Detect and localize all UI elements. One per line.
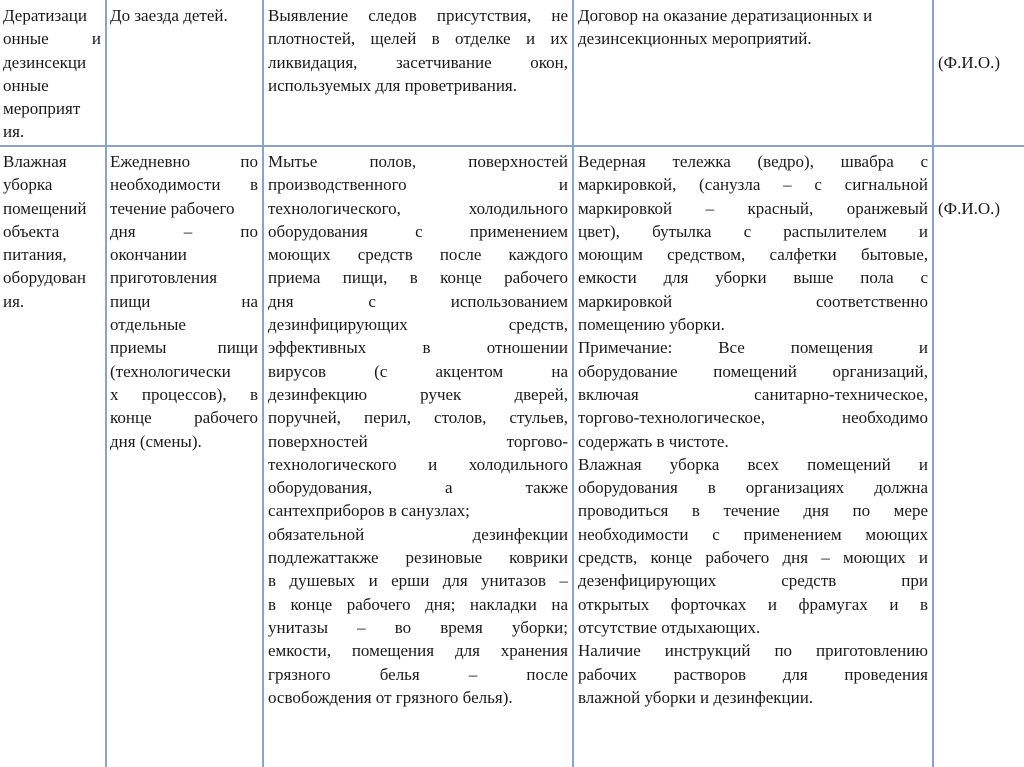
cell-line: конце рабочего	[110, 408, 258, 428]
row1-equipment-cell	[578, 4, 928, 51]
cell-line: емкости для уборки выше пола с	[578, 268, 928, 288]
cell-line: х процессов), в	[110, 384, 258, 404]
cell-line: влажной уборки и дезинфекции.	[578, 687, 814, 707]
cell-line: помещений	[3, 198, 87, 218]
cell-line: оборудование помещений организаций,	[578, 361, 928, 381]
cell-line: Влажная уборка всех помещений и	[578, 454, 928, 474]
cell-line: дезенфицирующих средств при	[578, 571, 928, 591]
cell-line: Договор на оказание дератизационных и	[578, 6, 873, 25]
cell-line: окончании	[110, 245, 187, 265]
cell-line: поверхностей торгово-	[268, 431, 568, 451]
cell-line: рабочих растворов для проведения	[578, 664, 928, 684]
cell-line: Дератизаци	[3, 6, 87, 25]
row2-time-cell	[110, 150, 258, 453]
cell-line: в конце рабочего дня; накладки на	[268, 594, 568, 614]
cell-line: маркировкой, (санузла – с сигнальной	[578, 175, 928, 195]
cell-line: Влажная	[3, 152, 67, 171]
cell-line: До заезда детей.	[110, 6, 228, 25]
cell-line: необходимости в	[110, 175, 258, 195]
cell-line: приемы пищи	[110, 338, 258, 358]
cell-line: маркировкой – красный, оранжевый	[578, 198, 928, 218]
row2-equipment-cell	[578, 150, 928, 709]
cell-line: торгово-технологическое, необходимо	[578, 408, 928, 428]
cell-line: дезинфицирующих средств,	[268, 315, 568, 335]
row1-type-cell	[3, 4, 101, 144]
cell-line: эффективных в отношении	[268, 338, 568, 358]
cell-line: Примечание: Все помещения и	[578, 338, 928, 358]
cell-line: поручней, перил, столов, стульев,	[268, 408, 568, 428]
cell-line: течение рабочего	[110, 198, 235, 218]
cell-line: мероприят	[3, 99, 81, 119]
cell-line: моющим средством, салфетки бытовые,	[578, 245, 928, 265]
cell-line: в душевых и ерши для унитазов –	[268, 571, 568, 591]
cell-line: включая санитарно-техническое,	[578, 384, 928, 404]
cell-line: производственного и	[268, 175, 568, 195]
cell-line: дезинсекци	[3, 52, 87, 72]
cell-line: дня (смены).	[110, 431, 202, 451]
cell-line: Ведерная тележка (ведро), швабра с	[578, 152, 928, 171]
cell-line: дезинфекцию ручек дверей,	[268, 384, 568, 404]
cell-line: используемых для проветривания.	[268, 75, 517, 95]
cell-line: средств, конце рабочего дня – моющих и	[578, 548, 928, 568]
row1-responsible-cell	[938, 51, 1016, 74]
cell-line: онные	[3, 75, 49, 95]
cell-line: содержать в чистоте.	[578, 431, 729, 451]
cell-line: открытых форточках и фрамугах и в	[578, 594, 928, 614]
responsible-name: (Ф.И.О.)	[938, 199, 1001, 218]
row-divider	[0, 145, 1024, 147]
cell-line: ия.	[3, 122, 25, 142]
cell-line: оборудования, а также	[268, 478, 568, 498]
cell-line: (технологически	[110, 361, 231, 381]
cell-line: проводиться в течение дня по мере	[578, 501, 928, 521]
cell-line: необходимости с применением моющих	[578, 524, 928, 544]
cell-line: оборудования в организациях должна	[578, 478, 928, 498]
column-divider	[572, 0, 574, 767]
cell-line: дня – по	[110, 221, 258, 241]
cell-line: Наличие инструкций по приготовлению	[578, 641, 928, 661]
cell-line: моющих средств после каждого	[268, 245, 568, 265]
cell-line: вирусов (с акцентом на	[268, 361, 568, 381]
cell-line: дезинсекционных мероприятий.	[578, 29, 812, 49]
cell-line: подлежаттакже резиновые коврики	[268, 548, 568, 568]
cell-line: уборка	[3, 175, 53, 195]
cell-line: цвет), бутылка с распылителем и	[578, 221, 928, 241]
cell-line: питания,	[3, 245, 67, 265]
row2-measures-cell	[268, 150, 568, 709]
cell-line: отсутствие отдыхающих.	[578, 617, 761, 637]
cell-line: технологического, холодильного	[268, 198, 568, 218]
cell-line: обязательной дезинфекции	[268, 524, 568, 544]
row1-time-cell	[110, 4, 258, 27]
cell-line: плотностей, щелей в отделке и их	[268, 29, 568, 49]
cell-line: грязного белья – после	[268, 664, 568, 684]
cell-line: онные и	[3, 29, 101, 49]
cell-line: маркировкой соответственно	[578, 291, 928, 311]
cell-line: ия.	[3, 291, 25, 311]
cell-line: оборудован	[3, 268, 86, 288]
cell-line: ликвидация, засетчивание окон,	[268, 52, 568, 72]
cell-line: приема пищи, в конце рабочего	[268, 268, 568, 288]
cell-line: технологического и холодильного	[268, 454, 568, 474]
cell-line: сантехприборов в санузлах;	[268, 501, 470, 521]
row1-measures-cell	[268, 4, 568, 97]
cell-line: Ежедневно по	[110, 152, 258, 171]
cell-line: дня с использованием	[268, 291, 568, 311]
cell-line: освобождения от грязного белья).	[268, 687, 513, 707]
column-divider	[262, 0, 264, 767]
cell-line: пищи на	[110, 291, 258, 311]
cell-line: приготовления	[110, 268, 218, 288]
cell-line: отдельные	[110, 315, 186, 335]
column-divider	[932, 0, 934, 767]
cell-line: унитазы – во время уборки;	[268, 617, 568, 637]
cell-line: оборудования с применением	[268, 221, 568, 241]
cell-line: емкости, помещения для хранения	[268, 641, 568, 661]
cell-line: Мытье полов, поверхностей	[268, 152, 568, 171]
row2-type-cell	[3, 150, 101, 313]
cell-line: помещению уборки.	[578, 315, 725, 335]
cell-line: объекта	[3, 221, 60, 241]
column-divider	[105, 0, 107, 767]
row2-responsible-cell	[938, 197, 1016, 220]
cell-line: Выявление следов присутствия, не	[268, 6, 568, 25]
responsible-name: (Ф.И.О.)	[938, 53, 1001, 72]
